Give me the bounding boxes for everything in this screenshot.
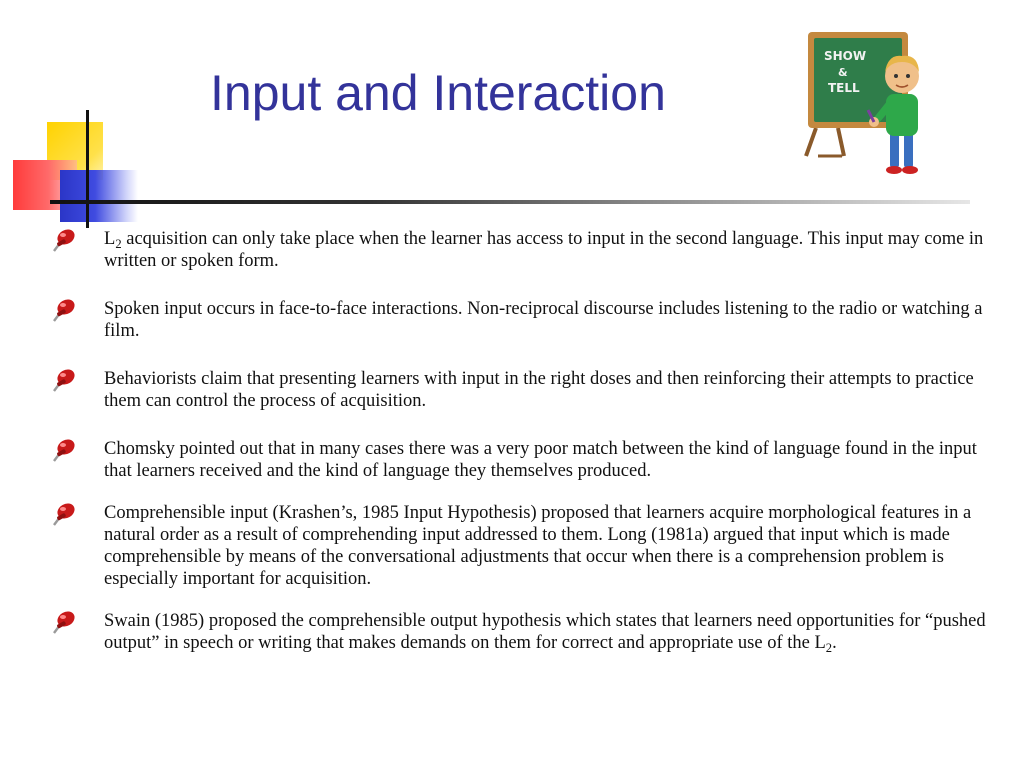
slide-title: Input and Interaction: [210, 65, 666, 121]
pushpin-icon: [46, 295, 78, 327]
list-item: [40, 438, 1000, 482]
bullet-text: Swain (1985) proposed the comprehensible output hypothesis which states that learners need opportunities for “pushed output” in speech or writing that makes demands on them for correct and appropriate use of the $L_2$.: [104, 611, 986, 655]
bullet-text: Behaviorists claim that presenting learners with input in the right doses and then reinforcing their attempts to practice them can control the process of acquisition.: [104, 369, 974, 411]
pushpin-icon: [46, 435, 78, 467]
bullet-list: [40, 228, 1000, 654]
list-item: [40, 298, 1000, 342]
bullet-text: Spoken input occurs in face-to-face interactions. Non-reciprocal discourse includes listening to the radio or watching a film.: [104, 299, 983, 341]
list-item: [40, 368, 1000, 412]
list-item: [40, 502, 1000, 590]
bullet-text: Chomsky pointed out that in many cases there was a very poor match between the kind of language found in the input that learners received and the kind of language they themselves produced.: [104, 439, 977, 481]
bullet-text: Comprehensible input (Krashen’s, 1985 Input Hypothesis) proposed that learners acquire morphological features in a natural order as a result of comprehending input addressed to them. Long (1981a) argued that input which is made comprehensible by means of the conversational adjustments that occur when there is a comprehension problem is especially important for acquisition.: [104, 503, 972, 589]
decor-blue-square: [60, 170, 138, 222]
decor-vertical-line: [86, 110, 89, 228]
decor-horizontal-rule: [50, 200, 970, 204]
list-item: [40, 228, 1000, 272]
pushpin-icon: [46, 225, 78, 257]
list-item: [40, 610, 1000, 654]
pushpin-icon: [46, 499, 78, 531]
bullet-text: $L_2$ acquisition can only take place when the learner has access to input in the second language. This input may come in written or spoken form.: [104, 229, 984, 271]
board-text-amp: &: [838, 66, 848, 79]
pushpin-icon: [46, 607, 78, 639]
pushpin-icon: [46, 365, 78, 397]
board-text-tell: TELL: [828, 81, 860, 95]
teacher-show-and-tell-icon: [798, 28, 938, 186]
board-text-show: SHOW: [824, 49, 867, 63]
